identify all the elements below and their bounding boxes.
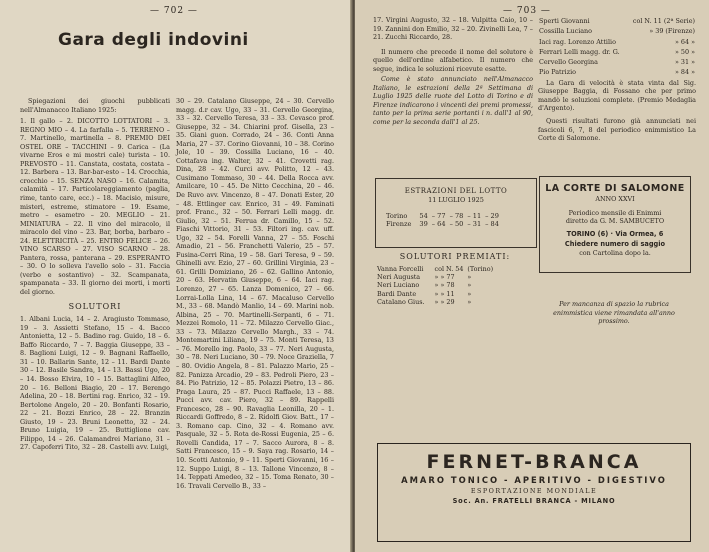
rubrica-note: Per mancanza di spazio la rubrica enimmistica viene rimandata all'anno prossimo. <box>553 300 675 325</box>
table-row <box>538 67 696 77</box>
left-page <box>0 0 352 552</box>
premiati-serie2 <box>538 16 696 78</box>
fernet-title: FERNET-BRANCA <box>426 451 642 473</box>
solutori-premiati <box>375 252 535 306</box>
lotto-number: 39 <box>419 220 428 228</box>
premiato-name: Catalano Gius. <box>377 297 425 306</box>
fernet-company: Soc. An. FRATELLI BRANCA - MILANO <box>452 497 616 505</box>
premiato-name: Neri Augusta <box>377 273 421 282</box>
table-row <box>384 220 501 228</box>
premiato-city: » <box>467 273 472 282</box>
solutori-end: 17. Virgini Augusto, 32 – 18. Vulpitta Caio, 10 – 19. Zannini don Emilio, 32 – 20. Zivinelli Lea, 7 – 21. Zucchi Riccardo, 28. <box>373 16 533 42</box>
premiato-name: Vanna Forcelli <box>377 265 424 273</box>
ad-line1: Periodico mensile di Enimmi <box>568 209 662 217</box>
lotto-city: Torino <box>386 212 408 220</box>
risultati-note: Questi risultati furono già annunciati nei fascicoli 6, 7, 8 del periodico enimmistico La Corte di Salomone. <box>538 116 696 143</box>
estrazioni-table <box>384 212 501 228</box>
winner-name: Pio Patrizio <box>539 68 576 77</box>
premiato-number: » » 29 <box>434 297 455 306</box>
solutori-list-cont: 30 – 29. Catalano Giuseppe, 24 – 30. Cervello magg. d.r cav. Ugo, 33 – 31. Cervello Georgina, 33 – 32. Cervello Teresa, 33 – 33. Cevasco prof. Giuseppe, 32 – 34. Chiarini prof. Gisella, 23 – 35. Giani guon. Corrado, 24 – 36. Conti Anna Maria, 27 – 37. Corino Giovanni, 10 – 38. Corino Jole, 10 – 39. Cossilla Luciano, 16 – 40. Cottafava ing. Walter, 32 – 41. Crovetti rag. Dina, 28 – 42. Curci avv. Politto, 12 – 43. Cusimano Tommaso, 30 – 44. Della Rocca avv. Amilcare, 10 – 45. De Nitto Cecchina, 20 – 46. De Ruvo avv. Vincenzo, 8 – 47. Donati Ester, 20 – 48. Ettlinger cav. Enrico, 31 – 49. Faminati prof. Franc., 32 – 50. Ferrari Lelli magg. dr. Giulio, 32 – 51. Ferrua dr. Camillo, 15 – 52. Fiaschi Vittorio, 31 – 53. Filtori ing. cav. uff. Ugo, 32 – 54. Forelli Vanna, 27 – 55. Foschi Amadio, 21 – 56. Franchetti Valerio, 25 – 57. Fusina-Cerri Rina, 19 – 58. Gari Teresa, 9 – 59. Ghinelli avv. Ezio, 27 – 60. Grillini Virginia, 23 – 61. Grilli Domiziano, 26 – 62. Gallino Antonio, 20 – 63. Hervatin Giuseppe, 6 – 64. Iaci rag. Lorenzo, 27 – 65. Lanza Domenico, 27 – 66. Lorrai-Lolla Lina, 14 – 67. Macaluso Cervello M., 33 – 68. Mandò Manlio, 14 – 69. Marini nob. Albina, 25 – 70. Martinelli-Serpanti, 6 – 71. Mezzei Romolo, 11 – 72. Milazzo Cervello Giac., 33 – 73. Milazzo Cervello Margh., 33 – 74. Montemartini Liliana, 19 – 75. Monti Teresa, 13 – 76. Morello ing. Paolo, 33 – 77. Neri Augusta, 30 – 78. Neri Luciano, 30 – 79. Noce Graziella, 7 – 80. Ovidio Angela, 8 – 81. Palazzo Mario, 25 – 82. Panizza Arcadio, 29 – 83. Pedroli Piero, 23 – 84. Pio Patrizio, 12 – 85. Polazzi Pietro, 13 – 86. Praga Laura, 25 – 87. Pucci Raffaele, 13 – 88. Pucci avv. cav. Piero, 32 – 89. Rappelli Francesco, 28 – 90. Ravaglia Leonilla, 20 – 1. Riccardi Goffredo, 8 – 2. Ridolfi Giov. Batt., 17 – 3. Romano cap. Cino, 32 – 4. Romano avv. Pasquale, 32 – 5. Rota de-Rossi Eugenia, 25 – 6. Rovelli Candida, 17 – 7. Sacco Aurora, 8 – 8. Satti Francesco, 15 – 9. Saya rag. Rosario, 14 – 10. Scotti Antonio, 9 – 11. Sperti Giovanni, 16 – 12. Suppo Luigi, 8 – 13. Tallone Vincenzo, 8 – 14. Teppati Amedeo, 32 – 15. Toma Renato, 30 – 16. Travali Cervello B., 33 – <box>176 97 334 490</box>
table-row <box>538 57 696 67</box>
left-column-1 <box>20 97 170 452</box>
ad-line4: Chiedere numero di saggio <box>564 240 666 248</box>
table-row <box>384 212 501 220</box>
corte-salomone-ad <box>539 176 691 273</box>
ad-line5: con Cartolina dopo la. <box>579 249 651 257</box>
premiato-number: » » 78 <box>434 281 455 290</box>
winner-name: Iaci rag. Lorenzo Attilio <box>539 37 616 46</box>
gara-velocita: La Gara di velocità è stata vinta dal Sig. Giuseppe Baggia, di Fossano che per primo mandò le soluzioni complete. (Premio Medaglia d'Argento). <box>538 78 696 113</box>
winner-number: » 64 » <box>674 37 695 46</box>
lotto-number: – 50 <box>449 220 464 228</box>
table-row <box>538 37 696 47</box>
winner-number: » 84 » <box>674 68 695 77</box>
table-row <box>538 47 696 57</box>
premiato-city: (Torino) <box>467 265 494 273</box>
table-row <box>375 281 495 289</box>
solutions-text: 1. Il gallo – 2. DICOTTO LOTTATORI – 3. REGNO MIO – 4. La farfalla – 5. TERRENO – 7. Martinello, martinella – 8. PREMIO DEI OSTEL ORE – TACCHINI – 9. Carica – (La vivarne Eros e mi mostri cale) turista – 10. PREVOSTO – 11. Canstata, costata, costata – 12. Barbera – 13. Bar-bar-esto – 14. Crocchia, crocchio – 15. SENZA NASO – 16. Calamita, calamità – 17. Particolareggiamento (paglia, rime, tanto care, ecc.) – 18. Macisio, misure, misteri, estreme, stimatore – 19. Esame, metro – esametro – 20. MEGLIO – 21. MINIATURA – 22. Il vino del miracolo, il miracolo del vino – 23. Bar, borba, barbaro – 24. ELETTRICITÀ – 25. ENTRO FELICE – 26. VINO SCARSO – 27. VISO SCARNO – 28. Pantera, rossa, panterana – 29. ESPERANTO – 30. O lo solleva l'avello solo – 31. Faccia (verbo e sostantivo) – 32. Scampanata, spampanata – 33. Il giorno dei morti, i morti del giorno. <box>20 117 170 297</box>
estrazioni-title: ESTRAZIONI DEL LOTTO <box>404 187 508 195</box>
estrazioni-box <box>375 178 537 248</box>
lotto-number: – 29 <box>485 212 499 220</box>
table-row <box>375 290 495 298</box>
premiati-table <box>375 265 495 306</box>
fernet-branca-ad <box>377 443 691 542</box>
lotto-number: – 77 <box>431 212 446 220</box>
ad-anno: ANNO XXVI <box>595 195 635 203</box>
fernet-subtitle: AMARO TONICO - APERITIVO - DIGESTIVO <box>401 475 667 485</box>
right-column-1 <box>373 16 533 127</box>
winner-name: Cervello Georgina <box>539 58 598 67</box>
premiato-city: » <box>467 289 472 298</box>
solutori-heading: SOLUTORI <box>68 301 122 311</box>
left-column-2 <box>176 97 334 490</box>
ad-line3: TORINO (6) · Via Ormea, 6 <box>566 230 664 238</box>
lotto-number: 54 <box>419 212 428 220</box>
page-title: Gara degli indovini <box>58 30 249 50</box>
note-lotto: Come è stato annunciato nell'Almanacco Italiano, le estrazioni della 2ª Settimana di Luglio 1925 delle ruote del Lotto di Torino e di Firenze indicarono i vincenti dei premi promessi, tanto per la prima serie portanti i n. dall'1 al 90, come per la seconda dall'1 al 25. <box>373 75 533 127</box>
lotto-number: – 11 <box>467 212 482 220</box>
winner-name: Sperti Giovanni <box>539 17 590 25</box>
lotto-number: – 64 <box>431 220 446 228</box>
winner-number: col N. 11 (2ª Serie) <box>632 17 695 25</box>
fernet-export: ESPORTAZIONE MONDIALE <box>470 487 598 495</box>
note-number: Il numero che precede il nome del solutore è quello dell'ordine alfabetico. Il numero che segue, indica le soluzioni ricevute esatte. <box>373 47 533 73</box>
premiato-number: col N. 54 <box>434 265 464 273</box>
premiato-city: » <box>467 281 472 290</box>
solutori-list: 1. Albani Lucia, 14 – 2. Aragiusto Tommaso, 19 – 3. Assietti Stefano, 15 – 4. Bacco Antonietta, 12 – 5. Badino rag. Guido, 18 – 6. Baffo Riccardo, 7 – 7. Baggia Giuseppe, 33 – 8. Baglioni Luigi, 12 – 9. Bagnani Raffaello, 31 – 10. Ballarin Sante, 12 – 11. Bardi Dante 30 – 12. Basile Sandra, 14 – 13. Bassi Ugo, 20 – 14. Bosso Elvira, 10 – 15. Battaglini Alfeo, 20 – 16. Belloni Biagio, 20 – 17. Berengo Adelina, 20 – 18. Bertini rag. Enrico, 32 – 19. Bertolone Angelo, 20 – 20. Bonfanti Rosario, 22 – 21. Bozzi Enrico, 28 – 22. Branzin Giusto, 19 – 23. Bruni Leonetto, 32 – 24. Bruno Luigia, 19 – 25. Buttiglione cav. Filippo, 14 – 26. Calamandrei Mariano, 31 – 27. Capoferri Tito, 32 – 28. Castelli avv. Luigi, <box>20 315 170 452</box>
premiato-number: » » 77 <box>434 273 455 282</box>
winner-name: Ferrari Lelli magg. dr. G. <box>539 47 620 56</box>
premiato-number: » » 11 <box>434 289 455 298</box>
winner-number: » 31 » <box>674 58 695 67</box>
estrazioni-date: 11 LUGLIO 1925 <box>428 196 484 204</box>
table-row <box>375 265 495 273</box>
winner-number: » 50 » <box>674 47 695 56</box>
page-number-right: — 703 — <box>503 6 551 16</box>
premiato-name: Bardi Dante <box>377 289 417 298</box>
winner-number: » 39 (Firenze) <box>649 27 695 36</box>
table-row <box>375 273 495 281</box>
page-number: — 702 — <box>150 6 198 16</box>
table-row <box>375 298 495 306</box>
premiati-heading: SOLUTORI PREMIATI: <box>399 252 511 261</box>
table-row <box>538 26 696 36</box>
intro-text: Spiegazioni dei giuochi pubblicati nell'Almanacco Italiano 1925: <box>20 97 170 114</box>
lotto-number: – 84 <box>485 220 499 228</box>
premiato-city: » <box>467 297 472 306</box>
lotto-number: – 31 <box>467 220 482 228</box>
table-row <box>538 16 696 26</box>
right-page <box>355 0 709 552</box>
premiato-name: Neri Luciano <box>377 281 420 290</box>
winner-name: Cossilla Luciano <box>539 27 593 36</box>
lotto-city: Firenze <box>386 220 412 228</box>
ad-line2: diretto da G. M. SAMBUCETO <box>565 217 665 225</box>
right-column-2 <box>538 16 696 143</box>
ad-title: LA CORTE DI SALOMONE <box>545 183 685 194</box>
lotto-number: – 78 <box>449 212 464 220</box>
